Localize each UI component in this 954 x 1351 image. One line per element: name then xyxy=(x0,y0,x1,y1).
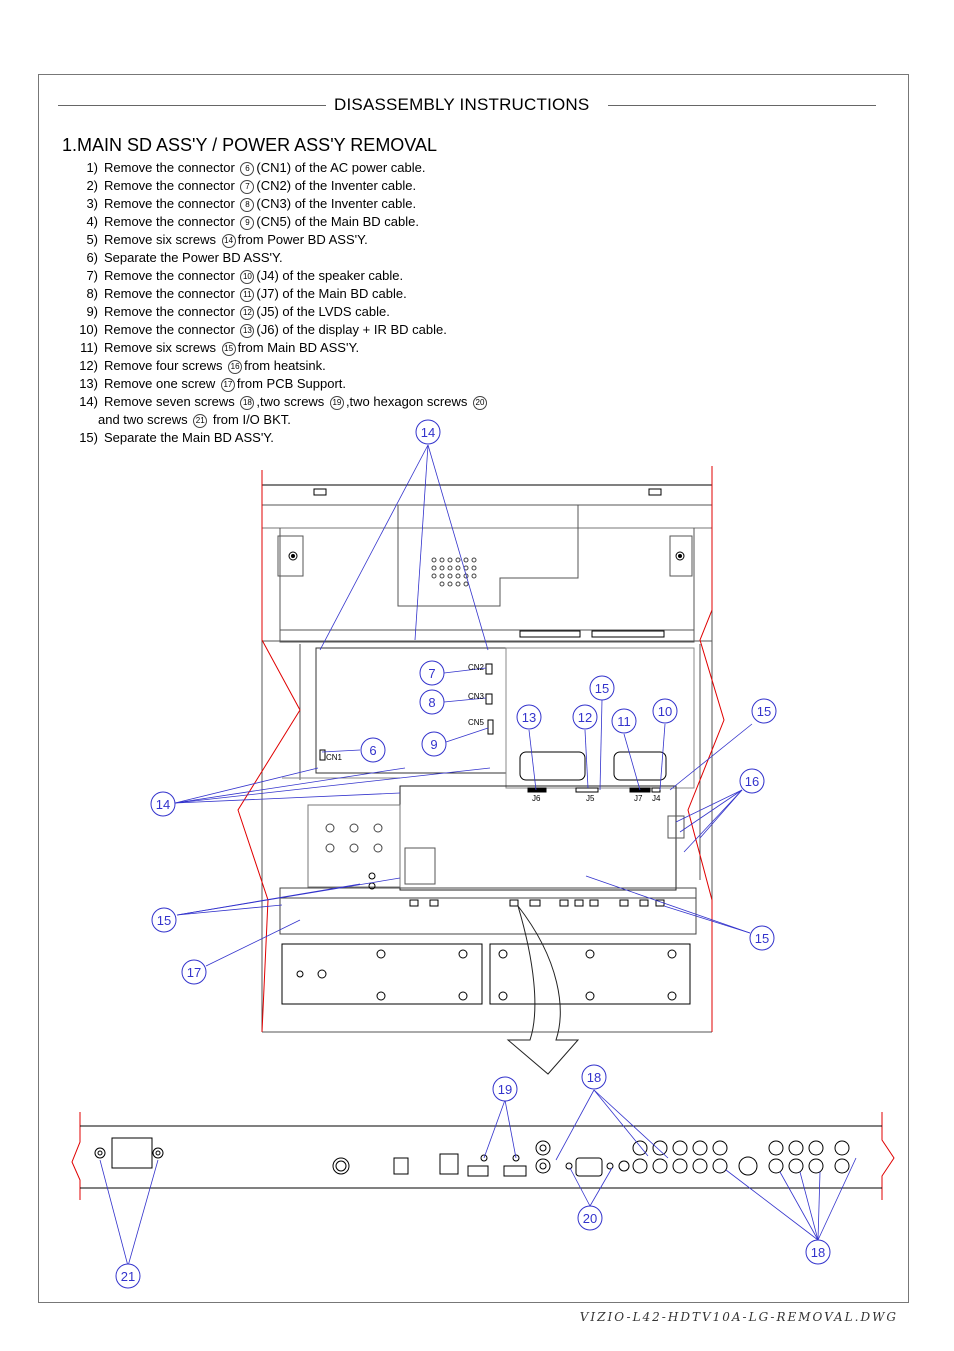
step: 10) Remove the connector 13 (J6) of the display + IR BD cable. xyxy=(79,322,447,337)
label-j5: J5 xyxy=(586,794,595,803)
callout-number: 20 xyxy=(473,396,487,410)
break-line-left xyxy=(238,470,300,1032)
callout-16: 16 xyxy=(744,774,760,789)
callout-number: 9 xyxy=(240,216,254,230)
step: 6) Separate the Power BD ASS'Y. xyxy=(86,250,283,265)
step: 4) Remove the connector 9 (CN5) of the Main BD cable. xyxy=(86,214,419,229)
callout-number: 14 xyxy=(222,234,236,248)
callout-13: 13 xyxy=(521,710,537,725)
callout-number: 11 xyxy=(240,288,254,302)
step-continuation: and two screws 21 from I/O BKT. xyxy=(98,412,291,427)
page-title: DISASSEMBLY INSTRUCTIONS xyxy=(334,95,590,114)
callout-14: 14 xyxy=(155,797,171,812)
label-cn1: CN1 xyxy=(326,753,343,762)
callout-number: 18 xyxy=(240,396,254,410)
step: 7) Remove the connector 10 (J4) of the speaker cable. xyxy=(86,268,404,283)
top-bezel xyxy=(262,485,712,505)
callout-21: 21 xyxy=(120,1269,136,1284)
callout-10: 10 xyxy=(657,704,673,719)
callout-number: 7 xyxy=(240,180,254,194)
label-cn5: CN5 xyxy=(468,718,485,727)
step: 9) Remove the connector 12 (J5) of the LVDS cable. xyxy=(86,304,390,319)
callout-number: 15 xyxy=(222,342,236,356)
callout-number: 8 xyxy=(240,198,254,212)
callout-17: 17 xyxy=(186,965,202,980)
callout-number: 16 xyxy=(228,360,242,374)
callout-15: 15 xyxy=(756,704,772,719)
label-j6: J6 xyxy=(532,794,541,803)
cutout-left xyxy=(520,752,585,780)
callout-7: 7 xyxy=(428,666,436,681)
callout-number: 10 xyxy=(240,270,254,284)
callout-number: 6 xyxy=(240,162,254,176)
callout-number: 13 xyxy=(240,324,254,338)
label-cn3: CN3 xyxy=(468,692,485,701)
vga-port xyxy=(576,1158,602,1176)
zoom-arrow xyxy=(508,906,578,1074)
step: 8) Remove the connector 11 (J7) of the Main BD cable. xyxy=(86,286,407,301)
callout-20: 20 xyxy=(582,1211,598,1226)
callout-9: 9 xyxy=(430,737,438,752)
cutout-right xyxy=(614,752,666,780)
step: 1) Remove the connector 6 (CN1) of the AC power cable. xyxy=(86,160,426,175)
callout-15: 15 xyxy=(156,913,172,928)
callout-14: 14 xyxy=(420,425,436,440)
callout-11: 11 xyxy=(617,714,631,729)
ac-inlet xyxy=(112,1138,152,1168)
step: 5) Remove six screws 14 from Power BD ASS'Y. xyxy=(86,232,368,247)
callout-15: 15 xyxy=(754,931,770,946)
callout-19: 19 xyxy=(497,1082,513,1097)
drawing-filename: VIZIO-L42-HDTV10A-LG-REMOVAL.DWG xyxy=(579,1310,898,1324)
callout-number: 21 xyxy=(193,414,207,428)
callout-8: 8 xyxy=(428,695,436,710)
label-j4: J4 xyxy=(652,794,661,803)
step: 14) Remove seven screws 18 ,two screws 19 ,two hexagon screws 20 xyxy=(60,393,489,411)
callout-18: 18 xyxy=(586,1070,602,1085)
callout-6: 6 xyxy=(369,743,377,758)
io-strip xyxy=(280,898,696,934)
bracket-left xyxy=(278,536,303,576)
step: 15) Separate the Main BD ASS'Y. xyxy=(79,430,274,445)
callout-number: 12 xyxy=(240,306,254,320)
step: 3) Remove the connector 8 (CN3) of the Inventer cable. xyxy=(86,196,417,211)
callout-number: 19 xyxy=(330,396,344,410)
callout-15: 15 xyxy=(594,681,610,696)
callout-18: 18 xyxy=(810,1245,826,1260)
step: 2) Remove the connector 7 (CN2) of the Inventer cable. xyxy=(86,178,417,193)
callout-number: 17 xyxy=(221,378,235,392)
label-cn2: CN2 xyxy=(468,663,485,672)
callout-12: 12 xyxy=(577,710,593,725)
step: 12) Remove four screws 16 from heatsink. xyxy=(79,358,326,373)
break-line-right xyxy=(688,466,724,1032)
section-title: 1.MAIN SD ASS'Y / POWER ASS'Y REMOVAL xyxy=(62,135,437,155)
step: 13) Remove one screw 17 from PCB Support. xyxy=(79,376,347,391)
step: 11) Remove six screws 15 from Main BD ASS'Y. xyxy=(80,340,360,355)
label-j7: J7 xyxy=(634,794,643,803)
